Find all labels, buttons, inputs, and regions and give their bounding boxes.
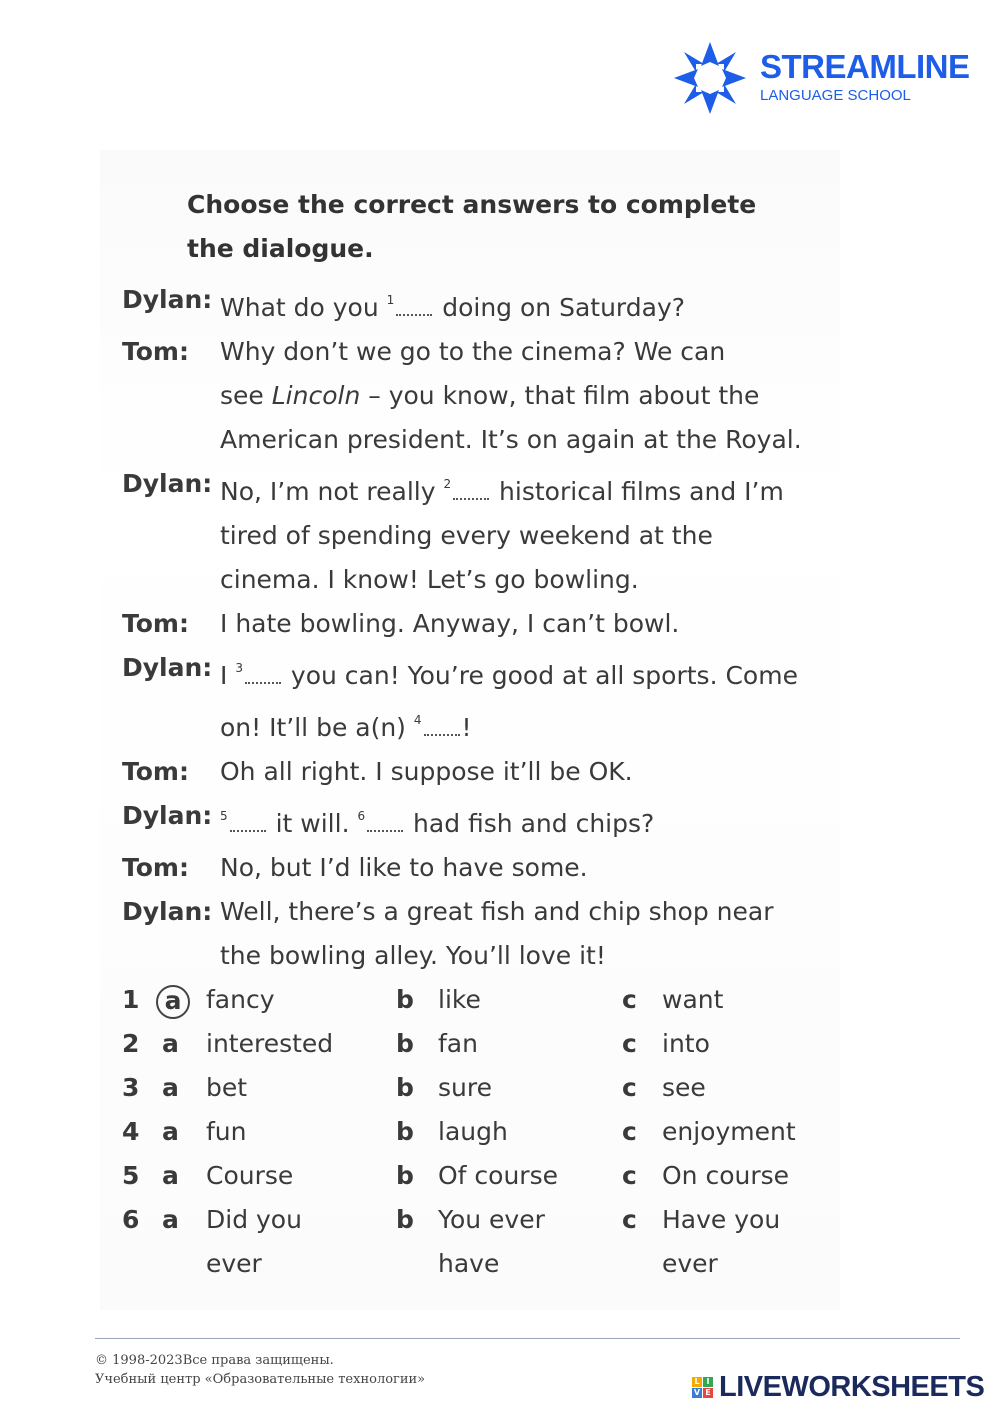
gap-number: 1 <box>386 293 395 307</box>
speech-text <box>220 330 842 374</box>
exercise-heading <box>187 183 787 271</box>
speech-text <box>220 418 842 462</box>
option-letter-c[interactable]: c <box>622 1073 637 1102</box>
option-letter-a[interactable]: a <box>162 1161 179 1190</box>
speaker-name: Tom: <box>122 757 189 786</box>
option-letter-c[interactable]: c <box>622 1029 637 1058</box>
speaker-name <box>122 418 220 462</box>
gap-number: 2 <box>443 477 452 491</box>
speech-text <box>220 602 842 646</box>
speaker-name <box>122 374 220 418</box>
speech-text <box>220 890 842 934</box>
option-text-c[interactable]: enjoyment <box>662 1117 796 1146</box>
speech-segment: No, but I’d like to have some. <box>220 853 588 882</box>
speech-segment: Oh all right. I suppose it’ll be OK. <box>220 757 633 786</box>
dialogue-line <box>122 418 842 462</box>
option-letter-c[interactable]: c <box>622 985 637 1014</box>
option-letter-a[interactable]: a <box>162 1029 179 1058</box>
dialogue-line <box>122 794 842 846</box>
option-letter-b[interactable]: b <box>396 1117 414 1146</box>
speech-segment: – you know, that film about the <box>360 381 760 410</box>
option-letter-b[interactable]: b <box>396 1205 414 1234</box>
dialogue-line <box>122 278 842 330</box>
option-row <box>122 1110 842 1154</box>
answer-gap[interactable] <box>424 724 460 736</box>
option-text-b[interactable]: laugh <box>438 1117 508 1146</box>
option-letter-a[interactable]: a <box>162 1117 179 1146</box>
question-number: 4 <box>122 1117 140 1146</box>
speaker-name: Dylan: <box>122 285 213 314</box>
option-text-a[interactable]: interested <box>206 1029 334 1058</box>
option-text-b[interactable]: fan <box>438 1029 478 1058</box>
option-text-b[interactable]: Of course <box>438 1161 558 1190</box>
speech-segment: ! <box>461 713 472 742</box>
dialogue-line <box>122 558 842 602</box>
footer-copyright: © 1998-2023Все права защищены. <box>95 1353 334 1368</box>
speech-segment: Well, there’s a great fish and chip shop near <box>220 897 774 926</box>
answer-gap[interactable] <box>453 488 489 500</box>
dialogue-line <box>122 462 842 514</box>
speech-text <box>220 750 842 794</box>
speaker-name: Dylan: <box>122 469 213 498</box>
option-text-c[interactable]: see <box>662 1073 706 1102</box>
speaker-name <box>122 514 220 558</box>
option-letter-b[interactable]: b <box>396 985 414 1014</box>
speech-segment: No, I’m not really <box>220 477 444 506</box>
heading-line-1: Choose the correct answers to complete <box>187 190 757 219</box>
speaker-name <box>122 934 220 978</box>
speaker-name: Dylan: <box>122 897 213 926</box>
speech-segment: I <box>220 661 236 690</box>
option-text-a[interactable]: fancy <box>206 985 275 1014</box>
footer-divider <box>95 1338 960 1339</box>
logo-name: STREAMLINE <box>760 48 970 85</box>
speech-text <box>220 794 842 846</box>
option-text-b[interactable]: You ever <box>438 1205 545 1234</box>
speech-segment: doing on Saturday? <box>434 293 686 322</box>
question-number: 3 <box>122 1073 140 1102</box>
question-number: 5 <box>122 1161 140 1190</box>
dialogue-line <box>122 750 842 794</box>
speaker-name: Tom: <box>122 609 189 638</box>
option-text-b[interactable]: sure <box>438 1073 492 1102</box>
speaker-name: Dylan: <box>122 801 213 830</box>
gap-number: 6 <box>357 809 366 823</box>
option-text-c[interactable]: ever <box>662 1249 718 1278</box>
speech-segment: Why don’t we go to the cinema? We can <box>220 337 726 366</box>
option-text-c[interactable]: Have you <box>662 1205 781 1234</box>
dialogue-line <box>122 934 842 978</box>
speech-text <box>220 646 842 698</box>
option-letter-b[interactable]: b <box>396 1161 414 1190</box>
option-text-a[interactable]: fun <box>206 1117 247 1146</box>
film-title: Lincoln <box>271 381 361 410</box>
speech-segment: had fish and chips? <box>405 809 655 838</box>
footer-organization: Учебный центр «Образовательные технологии» <box>95 1372 426 1387</box>
speaker-name: Dylan: <box>122 653 213 682</box>
dialogue-line <box>122 646 842 698</box>
dialogue-line <box>122 374 842 418</box>
gap-number: 5 <box>220 809 228 823</box>
option-text-b[interactable]: have <box>438 1249 500 1278</box>
option-letter-b[interactable]: b <box>396 1073 414 1102</box>
option-letter-a[interactable]: a <box>162 1073 179 1102</box>
option-text-c[interactable]: want <box>662 985 724 1014</box>
speech-text <box>220 558 842 602</box>
answer-options <box>122 978 842 1286</box>
option-text-a[interactable]: bet <box>206 1073 248 1102</box>
option-letter-c[interactable]: c <box>622 1205 637 1234</box>
option-row <box>122 1154 842 1198</box>
streamline-logo <box>672 40 972 116</box>
option-row <box>122 1066 842 1110</box>
speaker-name <box>122 698 220 750</box>
option-text-a[interactable]: Course <box>206 1161 294 1190</box>
answer-gap[interactable] <box>230 820 266 832</box>
option-text-b[interactable]: like <box>438 985 481 1014</box>
speech-segment: the bowling alley. You’ll love it! <box>220 941 606 970</box>
speech-segment: I hate bowling. Anyway, I can’t bowl. <box>220 609 680 638</box>
streamline-star-icon <box>672 40 748 116</box>
speech-segment: historical films and I’m <box>491 477 784 506</box>
liveworksheets-mark-icon: L I V E <box>692 1377 713 1398</box>
answer-gap[interactable] <box>367 820 403 832</box>
dialogue-line <box>122 698 842 750</box>
option-row <box>122 978 842 1022</box>
liveworksheets-logo <box>692 1372 984 1402</box>
dialogue <box>122 278 842 978</box>
speech-text <box>220 514 842 558</box>
logo-subtitle: LANGUAGE SCHOOL <box>760 87 911 104</box>
speech-segment: you can! You’re good at all sports. Come <box>282 661 798 690</box>
dialogue-line <box>122 846 842 890</box>
speech-text <box>220 846 842 890</box>
option-letter-b[interactable]: b <box>396 1029 414 1058</box>
option-text-a[interactable]: Did you <box>206 1205 302 1234</box>
speech-segment: on! It’ll be a(n) <box>220 713 414 742</box>
dialogue-line <box>122 514 842 558</box>
speaker-name: Tom: <box>122 337 189 366</box>
speech-segment: American president. It’s on again at the Royal. <box>220 425 802 454</box>
speech-segment: What do you <box>220 293 387 322</box>
option-text-c[interactable]: On course <box>662 1161 790 1190</box>
dialogue-line <box>122 330 842 374</box>
speech-segment: it will. <box>267 809 358 838</box>
answer-gap[interactable] <box>396 304 432 316</box>
answer-gap[interactable] <box>245 672 281 684</box>
heading-line-2: the dialogue. <box>187 234 374 263</box>
speech-segment: cinema. I know! Let’s go bowling. <box>220 565 639 594</box>
speech-text <box>220 278 842 330</box>
speech-segment: see <box>220 381 272 410</box>
speech-text <box>220 698 842 750</box>
option-letter-a[interactable]: a <box>162 1205 179 1234</box>
speech-text <box>220 462 842 514</box>
question-number: 2 <box>122 1029 140 1058</box>
option-text-a[interactable]: ever <box>206 1249 262 1278</box>
gap-number: 4 <box>413 713 422 727</box>
speech-text <box>220 374 842 418</box>
question-number: 6 <box>122 1205 140 1234</box>
liveworksheets-brand: LIVEWORKSHEETS <box>719 1370 985 1403</box>
option-letter-c[interactable]: c <box>622 1117 637 1146</box>
question-number: 1 <box>122 985 140 1014</box>
dialogue-line <box>122 602 842 646</box>
option-row <box>122 1198 842 1286</box>
option-row <box>122 1022 842 1066</box>
speech-segment: tired of spending every weekend at the <box>220 521 713 550</box>
speech-text <box>220 934 842 978</box>
speaker-name <box>122 558 220 602</box>
speaker-name: Tom: <box>122 853 189 882</box>
option-letter-a[interactable]: a <box>156 985 190 1019</box>
option-text-c[interactable]: into <box>662 1029 710 1058</box>
option-letter-c[interactable]: c <box>622 1161 637 1190</box>
gap-number: 3 <box>235 661 243 675</box>
dialogue-line <box>122 890 842 934</box>
